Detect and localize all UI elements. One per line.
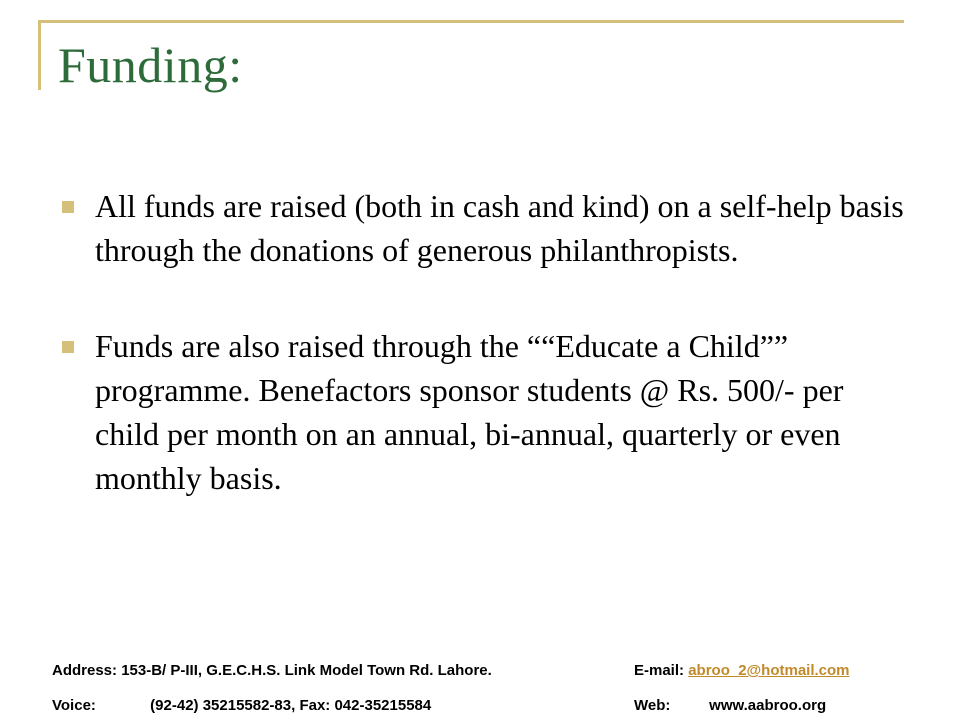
address-label: Address: xyxy=(52,662,118,679)
web-block xyxy=(634,697,826,714)
address-value: 153-B/ P-III, G.E.C.H.S. Link Model Town Rd. Lahore. xyxy=(121,662,492,679)
web-value: www.aabroo.org xyxy=(709,697,827,714)
voice-label: Voice: xyxy=(52,697,96,714)
email-link[interactable]: abroo_2@hotmail.com xyxy=(688,662,850,679)
bullet-text: Funds are also raised through the ““Educate a Child”” programme. Benefactors sponsor students @ Rs. 500/- per child per month on an annual, bi-annual, quarterly or even monthly basis. xyxy=(95,328,844,496)
email-label: E-mail: xyxy=(634,662,685,679)
frame-top-rule xyxy=(40,20,904,23)
web-label: Web: xyxy=(634,697,671,714)
slide-title: Funding: xyxy=(58,37,243,93)
square-bullet-icon xyxy=(62,341,74,353)
voice-value: (92-42) 35215582-83, Fax: 042-35215584 xyxy=(150,697,432,714)
square-bullet-icon xyxy=(62,201,74,213)
frame-left-rule xyxy=(38,20,41,90)
bullet-list xyxy=(60,184,915,500)
voice-block xyxy=(52,697,431,714)
bullet-item xyxy=(60,184,915,272)
bullet-text: All funds are raised (both in cash and kind) on a self-help basis through the donations of generous philanthropists. xyxy=(95,188,904,268)
address-block xyxy=(52,662,492,679)
email-block xyxy=(634,662,850,679)
bullet-item xyxy=(60,324,915,500)
